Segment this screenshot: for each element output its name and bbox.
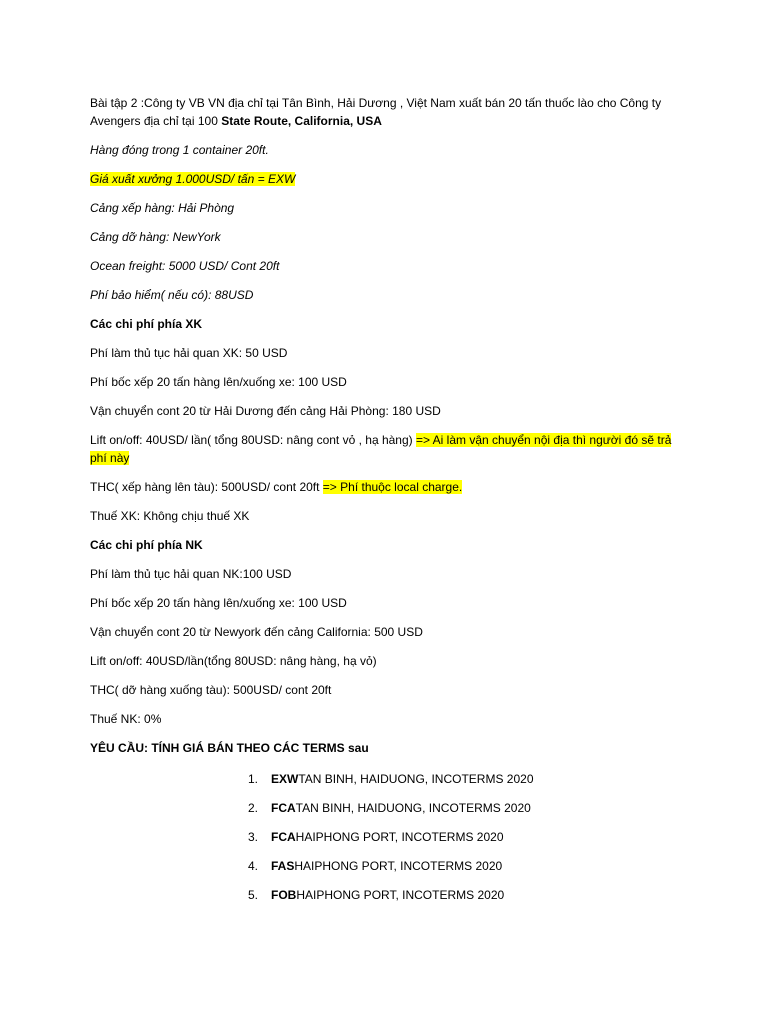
export-trucking-line: Vận chuyển cont 20 từ Hải Dương đến cảng Hải Phòng: 180 USD [90,404,441,418]
ocean-freight-line: Ocean freight: 5000 USD/ Cont 20ft [90,259,280,273]
term-place: HAIPHONG PORT, INCOTERMS 2020 [294,859,503,873]
term-place: TAN BINH, HAIDUONG, INCOTERMS 2020 [298,772,534,786]
import-costs-heading: Các chi phí phía NK [90,538,203,552]
export-lift-text: Lift on/off: 40USD/ lần( tổng 80USD: nâng cont vỏ , hạ hàng) [90,433,416,447]
term-code: EXW [271,772,299,786]
export-thc-note-highlight: => Phí thuộc local charge. [322,480,463,494]
intro-text: Bài tập 2 :Công ty VB VN địa chỉ tại Tân Bình, Hải Dương , Việt Nam xuất bán 20 tấn thuốc lào cho Công ty Avengers địa chỉ tại 100 [90,96,662,128]
terms-list-item [248,857,534,875]
term-code: FAS [271,859,295,873]
term-number: 1. [248,772,259,786]
terms-list-item [248,770,534,788]
term-place: HAIPHONG PORT, INCOTERMS 2020 [295,830,504,844]
export-lift-note-highlight: => Ai làm vận chuyển nội địa thì người đó sẽ trả phí này [90,433,672,465]
terms-list-item [248,799,534,817]
export-thc-line [90,478,690,496]
import-customs-line: Phí làm thủ tục hải quan NK:100 USD [90,567,292,581]
term-number: 3. [248,830,259,844]
term-place: TAN BINH, HAIDUONG, INCOTERMS 2020 [295,801,531,815]
export-costs-heading: Các chi phí phía XK [90,317,203,331]
term-code: FOB [271,888,297,902]
loading-port-line: Cảng xếp hàng: Hải Phòng [90,201,235,215]
term-number: 2. [248,801,259,815]
import-tax-line: Thuế NK: 0% [90,712,162,726]
exw-price-line [90,170,690,188]
term-number: 5. [248,888,259,902]
intro-address-bold: State Route, California, USA [221,114,382,128]
intro-paragraph [90,94,690,130]
import-handling-line: Phí bốc xếp 20 tấn hàng lên/xuống xe: 100 USD [90,596,347,610]
export-lift-line [90,431,690,467]
export-tax-line: Thuế XK: Không chịu thuế XK [90,509,250,523]
packing-line: Hàng đóng trong 1 container 20ft. [90,143,269,157]
import-thc-line: THC( dỡ hàng xuống tàu): 500USD/ cont 20ft [90,683,332,697]
term-code: FCA [271,830,296,844]
discharge-port-line: Cảng dỡ hàng: NewYork [90,230,221,244]
terms-list [248,770,534,915]
insurance-line: Phí bảo hiểm( nếu có): 88USD [90,288,254,302]
term-place: HAIPHONG PORT, INCOTERMS 2020 [296,888,505,902]
term-code: FCA [271,801,296,815]
terms-list-item [248,828,534,846]
exw-price-highlight: Giá xuất xưởng 1.000USD/ tấn = EXW [90,172,296,186]
document-page [90,94,690,902]
terms-list-item [248,886,534,904]
export-handling-line: Phí bốc xếp 20 tấn hàng lên/xuống xe: 100 USD [90,375,347,389]
import-lift-line: Lift on/off: 40USD/lần(tổng 80USD: nâng hàng, hạ vỏ) [90,654,377,668]
requirement-heading: YÊU CẦU: TÍNH GIÁ BÁN THEO CÁC TERMS sau [90,741,369,755]
import-trucking-line: Vận chuyển cont 20 từ Newyork đến cảng California: 500 USD [90,625,423,639]
term-number: 4. [248,859,259,873]
export-customs-line: Phí làm thủ tục hải quan XK: 50 USD [90,346,288,360]
export-thc-text: THC( xếp hàng lên tàu): 500USD/ cont 20ft [90,480,323,494]
